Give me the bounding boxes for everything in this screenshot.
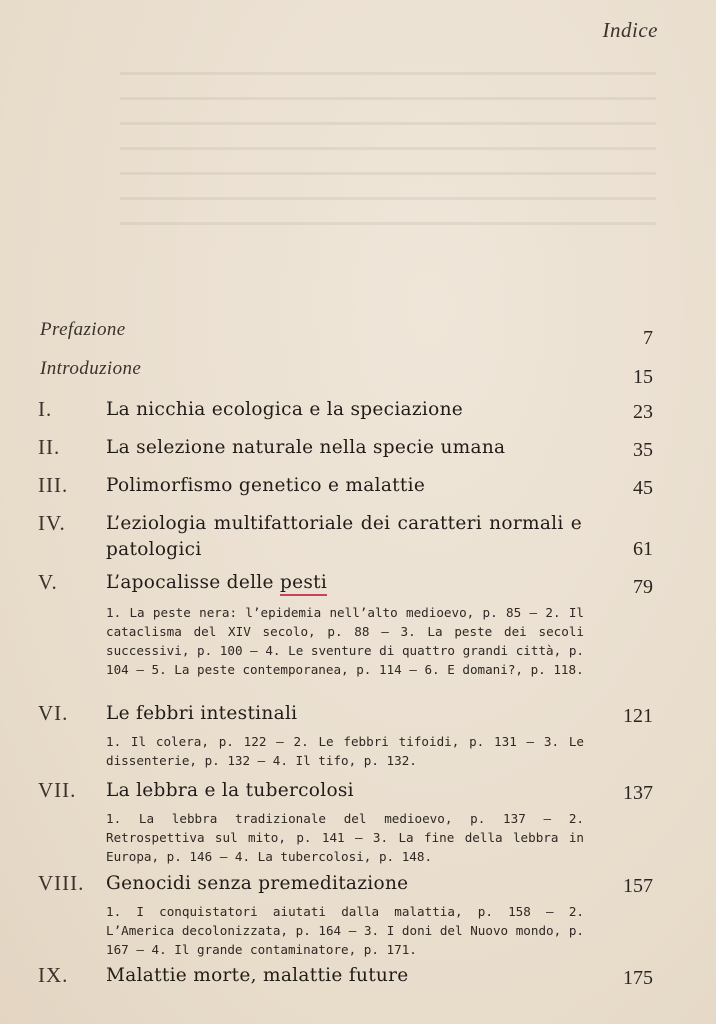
toc-entry-title: Genocidi senza premeditazione (106, 873, 409, 894)
toc-entry-page: 137 (623, 782, 653, 804)
toc-entry-page: 61 (633, 538, 653, 560)
toc-entry-title (106, 570, 596, 596)
show-through-text (0, 50, 716, 240)
title-text: L’apocalisse delle (106, 572, 280, 593)
toc-entry-page: 15 (633, 366, 653, 388)
toc-entry-subsections: 1. I conquistatori aiutati dalla malattia, p. 158 — 2. L’America decolonizzata, p. 164 — 3. I doni del Nuovo mondo, p. 167 — 4. Il grande contaminatore, p. 171. (106, 904, 584, 957)
toc-entry-subsections: 1. Il colera, p. 122 — 2. Le febbri tifoidi, p. 131 — 3. Le dissenterie, p. 132 — 4. Il tifo, p. 132. (106, 734, 584, 768)
toc-entry-title: Le febbri intestinali (106, 703, 298, 724)
chapter-number: VI. (38, 701, 69, 725)
toc-entry-title: La lebbra e la tubercolosi (106, 780, 354, 801)
toc-entry-title: La selezione naturale nella specie umana (106, 437, 506, 458)
toc-entry-page: 157 (623, 875, 653, 897)
chapter-number: IX. (38, 963, 69, 987)
toc-entry-page: 7 (643, 327, 653, 349)
toc-entry-page: 45 (633, 477, 653, 499)
running-head: Indice (602, 18, 658, 42)
toc-entry-page: 23 (633, 401, 653, 423)
underlined-word: pesti (280, 572, 327, 596)
chapter-number: II. (38, 435, 61, 459)
chapter-number: IV. (38, 511, 66, 535)
toc-entry-page: 175 (623, 967, 653, 989)
toc-entry-title: L’eziologia multifattoriale dei caratteri normali e patologici (106, 513, 582, 560)
toc-entry-subsections: 1. La peste nera: l’epidemia nell’alto medioevo, p. 85 — 2. Il cataclisma del XIV secolo, p. 88 — 3. La peste dei secoli successivi, p. 100 — 4. Le sventure di quattro grandi città, p. 104 — 5. La peste contemporanea, p. 114 — 6. E domani?, p. 118. (106, 605, 584, 677)
toc-entry-page: 121 (623, 705, 653, 727)
chapter-number: VIII. (38, 871, 85, 895)
toc-entry-title: Prefazione (40, 319, 126, 340)
chapter-number: I. (38, 397, 53, 421)
chapter-number: III. (38, 473, 69, 497)
toc-entry-title: Introduzione (40, 358, 142, 379)
toc-entry-title: Polimorfismo genetico e malattie (106, 475, 426, 496)
toc-entry-title: Malattie morte, malattie future (106, 965, 409, 986)
toc-entry-title: La nicchia ecologica e la speciazione (106, 399, 464, 420)
toc-entry-subsections: 1. La lebbra tradizionale del medioevo, p. 137 — 2. Retrospettiva sul mito, p. 141 — 3. La fine della lebbra in Europa, p. 146 — 4. La tubercolosi, p. 148. (106, 811, 584, 864)
chapter-number: VII. (38, 778, 77, 802)
chapter-number: V. (38, 570, 58, 594)
toc-entry-page: 35 (633, 439, 653, 461)
toc-entry-page: 79 (633, 576, 653, 598)
